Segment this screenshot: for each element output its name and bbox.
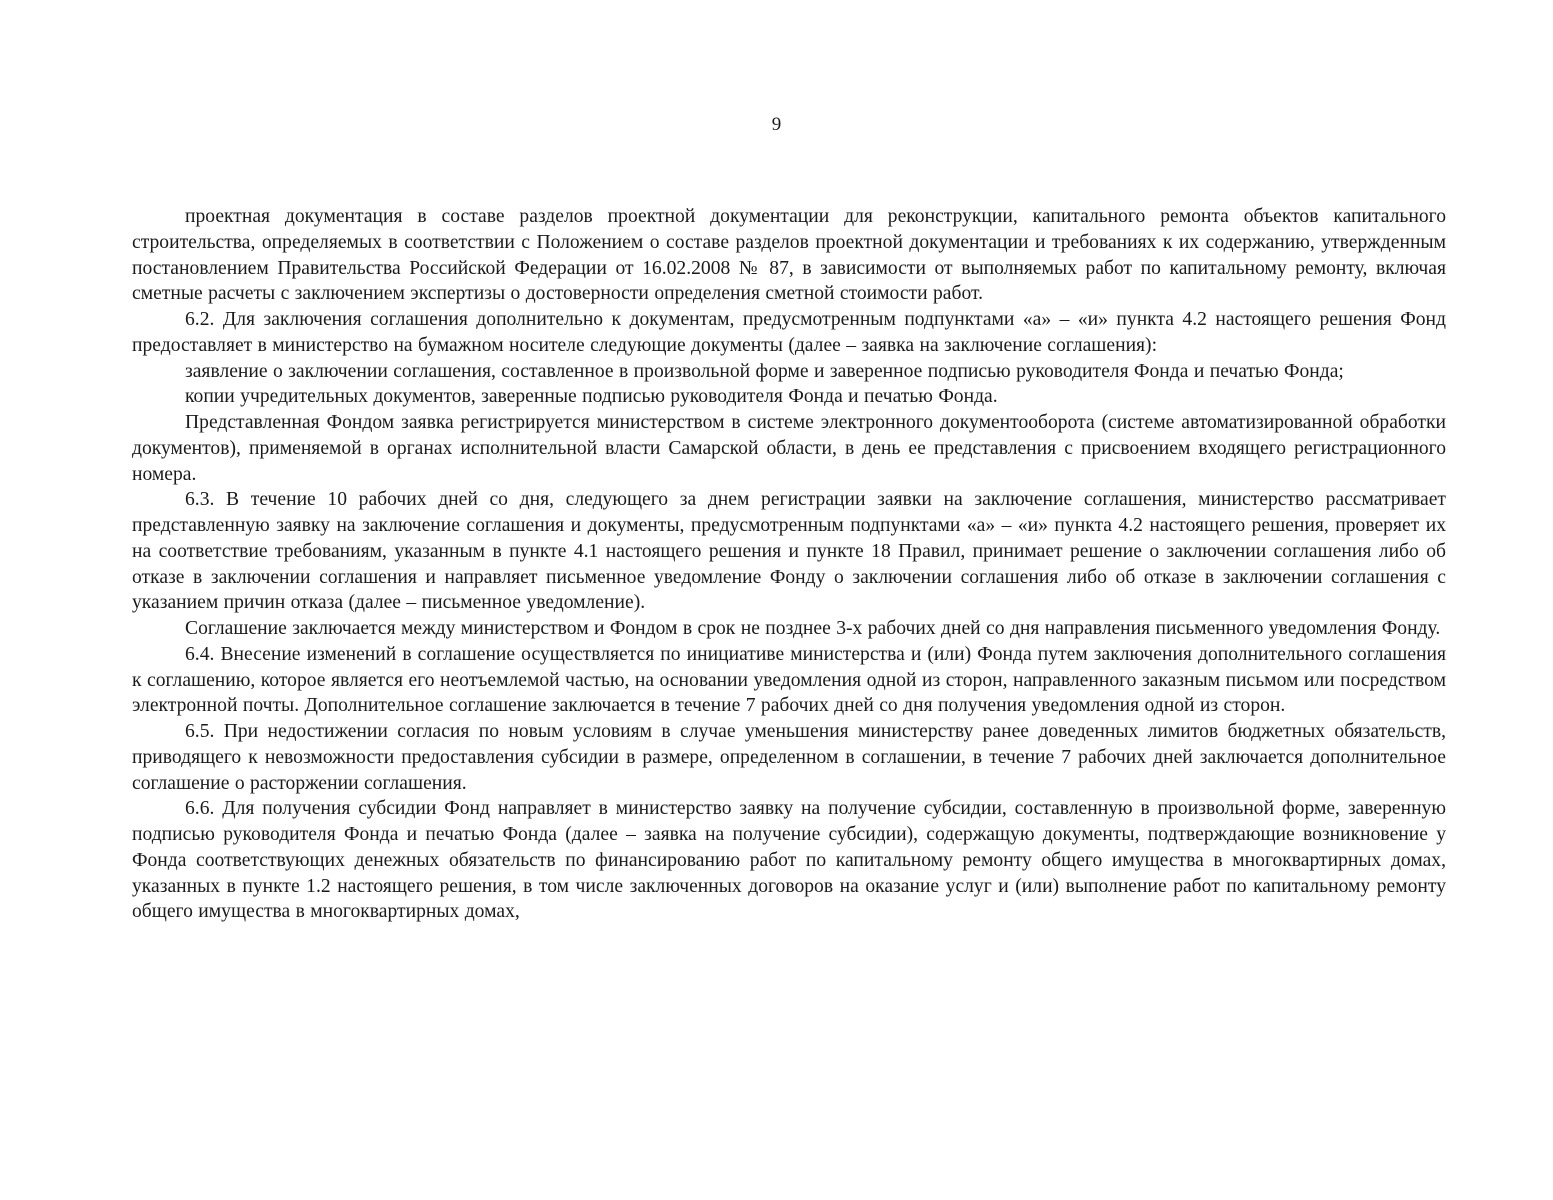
paragraph-project-documentation: проектная документация в составе разделов проектной документации для реконструкции, капитального ремонта объектов капитального строительства, определяемых в соответствии с Положением о составе разделов проектной документации и требованиях к их содержанию, утвержденным постановлением Правительства Российской Федерации от 16.02.2008 № 87, в зависимости от выполняемых работ по капитальному ремонту, включая сметные расчеты с заключением экспертизы о достоверности определения сметной стоимости работ. <box>132 206 1446 305</box>
paragraph-6-3: 6.3. В течение 10 рабочих дней со дня, следующего за днем регистрации заявки на заключение соглашения, министерство рассматривает представленную заявку на заключение соглашения и документы, предусмотренным подпунктами «а» – «и» пункта 4.2 настоящего решения, проверяет их на соответствие требованиям, указанным в пункте 4.1 настоящего решения и пункте 18 Правил, принимает решение о заключении соглашения либо об отказе в заключении соглашения и направляет письменное уведомление Фонду о заключении соглашения либо об отказе в заключении соглашения с указанием причин отказа (далее – письменное уведомление). <box>132 489 1446 614</box>
paragraph-application-statement: заявление о заключении соглашения, составленное в произвольной форме и заверенное подписью руководителя Фонда и печатью Фонда; <box>185 360 1344 382</box>
paragraph-6-4: 6.4. Внесение изменений в соглашение осуществляется по инициативе министерства и (или) Фонда путем заключения дополнительного соглашения к соглашению, которое является его неотъемлемой частью, на основании уведомления одной из сторон, направленного заказным письмом или посредством электронной почты. Дополнительное соглашение заключается в течение 7 рабочих дней со дня получения уведомления одной из сторон. <box>132 643 1446 717</box>
paragraph-6-2: 6.2. Для заключения соглашения дополнительно к документам, предусмотренным подпунктами «а» – «и» пункта 4.2 настоящего решения Фонд предоставляет в министерство на бумажном носителе следующие документы (далее – заявка на заключение соглашения): <box>132 309 1446 356</box>
paragraph-registration: Представленная Фондом заявка регистрируется министерством в системе электронного документооборота (системе автоматизированной обработки документов), применяемой в органах исполнительной власти Самарской области, в день ее представления с присвоением входящего регистрационного номера. <box>132 412 1446 485</box>
paragraph-6-5: 6.5. При недостижении согласия по новым условиям в случае уменьшения министерству ранее доведенных лимитов бюджетных обязательств, приводящего к невозможности предоставления субсидии в размере, определенном в соглашении, в течение 7 рабочих дней заключается дополнительное соглашение о расторжении соглашения. <box>132 721 1446 794</box>
page-number: 9 <box>771 114 782 135</box>
document-body <box>132 204 1446 925</box>
paragraph-agreement-term: Соглашение заключается между министерством и Фондом в срок не позднее 3-х рабочих дней со дня направления письменного уведомления Фонду. <box>185 618 1441 639</box>
paragraph-founding-documents: копии учредительных документов, заверенные подписью руководителя Фонда и печатью Фонда. <box>185 386 998 408</box>
paragraph-6-6: 6.6. Для получения субсидии Фонд направляет в министерство заявку на получение субсидии, составленную в произвольной форме, заверенную подписью руководителя Фонда и печатью Фонда (далее – заявка на получение субсидии), содержащую документы, подтверждающие возникновение у Фонда соответствующих денежных обязательств по финансированию работ по капитальному ремонту общего имущества в многоквартирных домах, указанных в пункте 1.2 настоящего решения, в том числе заключенных договоров на оказание услуг и (или) выполнение работ по капитальному ремонту общего имущества в многоквартирных домах, <box>132 798 1446 923</box>
